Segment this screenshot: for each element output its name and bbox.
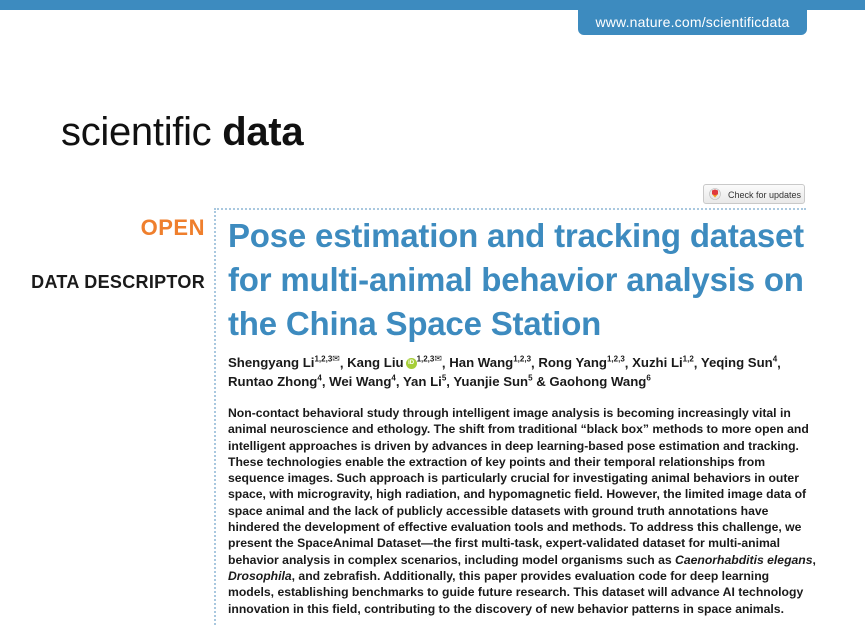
author[interactable] [453, 374, 532, 389]
author-affiliation: 5 [528, 374, 533, 383]
author-affiliation: 1,2,3 [416, 355, 435, 364]
author[interactable] [403, 374, 446, 389]
author-affiliation: 4 [317, 374, 322, 383]
check-updates-icon [709, 188, 721, 200]
author[interactable] [228, 355, 340, 370]
author-list: Shengyang $Li^{1,2,3✉}$, Kang Liu iD $^{1,2,3✉}$, Han Wang$^{1,2,3}$, Rong Yang$^{1,2,3}$, Xuzhi Li$^{1,2}$, Yeqing Sun$^4$, Runtao Zhong$^4$, Wei Wang$^4$, Yan Li$^5$, Yuanjie Sun$^5$ & Gaohong Wang$^6$ [228, 354, 781, 390]
author[interactable] [549, 374, 650, 389]
journal-url[interactable]: www.nature.com/scientificdata [578, 10, 807, 35]
author-affiliation: 1,2 [682, 355, 694, 364]
author-name: Yan Li [402, 374, 442, 390]
open-access-label: OPEN [140, 215, 205, 240]
author-name: Runtao Zhong [228, 374, 318, 390]
journal-logo[interactable] [61, 110, 303, 155]
author-name: Wei Wang [329, 374, 392, 390]
orcid-icon[interactable]: iD [406, 358, 417, 369]
abstract-part-2: , and zebrafish. Additionally, this paper provides evaluation code for deep learning models, establishing benchmarks to guide future research. This dataset will advance AI technology innovation in this field, contributing to the discovery of new behavior patterns in space animals. [228, 568, 804, 616]
author[interactable] [347, 355, 442, 370]
header-divider [214, 208, 806, 210]
author-affiliation: 4 [772, 355, 778, 364]
abstract [228, 405, 816, 617]
top-accent-bar [0, 0, 865, 10]
author-name: Gaohong Wang [549, 374, 647, 390]
author-name: Rong Yang [538, 355, 607, 371]
abstract-separator: , [812, 552, 816, 567]
journal-logo-light: scientific [61, 110, 212, 154]
journal-logo-bold: data [222, 110, 304, 154]
author-name: Yeqing Sun [700, 355, 773, 371]
author[interactable] [632, 355, 694, 370]
check-updates-label: Check for updates [728, 190, 802, 200]
check-for-updates-button[interactable] [703, 184, 805, 204]
author-name: Xuzhi Li [632, 355, 683, 371]
mail-icon[interactable]: ✉ [434, 354, 442, 364]
author-affiliation: 5 [441, 374, 447, 383]
author-affiliation: 6 [646, 374, 651, 383]
author[interactable] [449, 355, 531, 370]
column-divider [214, 208, 216, 625]
author[interactable] [538, 355, 624, 370]
author[interactable] [228, 374, 322, 389]
article-title: Pose estimation and tracking dataset for multi-animal behavior analysis on the China Space Station [228, 217, 804, 342]
author-name: Kang Liu [347, 355, 404, 371]
author-affiliation: 1,2,3 [314, 355, 333, 364]
mail-icon[interactable]: ✉ [332, 354, 340, 364]
author-affiliation: 1,2,3 [606, 355, 625, 364]
species-name: Caenorhabditis elegans [675, 552, 813, 567]
author[interactable] [329, 374, 396, 389]
abstract-part-1: Non-contact behavioral study through intelligent image analysis is becoming increasingly vital in animal neuroscience and ethology. The shift from traditional “black box” methods to more open and intelligent approaches is driven by advances in deep learning-based pose estimation and tracking. These technologies enable the extraction of key points and their temporal relationships from sequence images. Such approach is particularly crucial for investigating animal behaviors in outer space, with microgravity, high radiation, and hypomagnetic field. However, the limited image data of space animal and the lack of publicly accessible datasets with ground truth annotations have hindered the development of effective evaluation tools and methods. To address this challenge, we present the SpaceAnimal Dataset—the first multi-task, expert-validated dataset for multi-animal behavior analysis in complex scenarios, including model organisms such as [228, 406, 809, 567]
author-affiliation: 4 [391, 374, 396, 383]
article-type-label: DATA DESCRIPTOR [31, 272, 205, 292]
author[interactable] [701, 355, 777, 370]
author-affiliation: 1,2,3 [513, 355, 532, 364]
author-name: Shengyang Li [228, 355, 315, 371]
species-name: Drosophila [228, 568, 292, 583]
author-name: Yuanjie Sun [453, 374, 529, 390]
author-name: Han Wang [449, 355, 514, 371]
